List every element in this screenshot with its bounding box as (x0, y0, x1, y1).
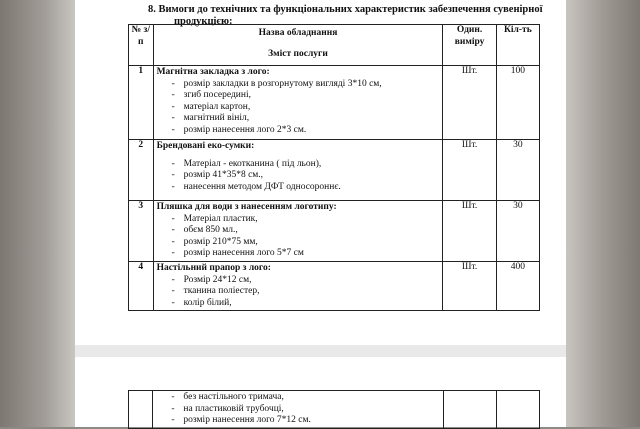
list-item: - магнітний вініл, (171, 113, 250, 124)
header-number: № з/п (129, 25, 154, 66)
row-content (153, 66, 443, 140)
table-header-row (129, 25, 540, 66)
list-item: - розмір нанесення лого 5*7 см (171, 248, 304, 259)
header-unit: Один. виміру (443, 25, 496, 66)
row-qty: 400 (496, 261, 539, 310)
list-item: - тканина поліестер, (171, 286, 260, 297)
header-qty: Кіл-ть (496, 25, 539, 66)
row-unit (444, 391, 497, 429)
row-unit: Шт. (443, 261, 496, 310)
row-number: 3 (129, 201, 154, 262)
list-item: - колір білий, (171, 297, 232, 308)
row-title: Пляшка для води з нанесенням логотипу: (156, 202, 337, 212)
header-name-line2: Зміст послуги (268, 48, 328, 59)
list-item: - розмір 210*75 мм, (171, 236, 258, 247)
row-unit: Шт. (443, 201, 496, 262)
list-item: - розмір нанесення лого 2*3 см. (171, 124, 307, 135)
specifications-table-continued (128, 390, 540, 429)
table-row (129, 140, 540, 201)
section-heading-line1: 8. Вимоги до технічних та функціональних характеристик забезпечення сувенірної (148, 4, 543, 15)
list-item: - Матеріал пластик, (171, 213, 258, 224)
list-item: - розмір 41*35*8 см., (171, 170, 264, 181)
row-number (129, 391, 153, 429)
table-row (129, 201, 540, 262)
page-break (75, 345, 566, 357)
list-item: - на пластиковій трубочці, (171, 403, 284, 414)
row-content (153, 391, 444, 429)
row-title: Брендовані еко-сумки: (156, 141, 255, 151)
specifications-table (128, 24, 540, 311)
list-item: - розмір закладки в розгорнутому вигляді 3*10 см, (171, 78, 382, 89)
list-item: - нанесення методом ДФТ односороннє. (171, 181, 341, 192)
background-right (566, 0, 640, 427)
table-row (129, 66, 540, 140)
list-item: - обєм 850 мл., (171, 225, 238, 236)
document-page-1 (75, 0, 566, 345)
row-qty (497, 391, 540, 429)
header-name (153, 25, 443, 66)
row-unit: Шт. (443, 140, 496, 201)
table-row (129, 261, 540, 310)
header-name-line1: Назва обладнання (258, 28, 338, 38)
list-item: - матеріал картон, (171, 101, 251, 112)
document-page-2 (75, 357, 566, 427)
row-qty: 30 (496, 140, 539, 201)
list-item: - розмір нанесення лого 7*12 см. (171, 415, 311, 426)
row-unit: Шт. (443, 66, 496, 140)
row-qty: 100 (496, 66, 539, 140)
table-row (129, 391, 540, 429)
row-title: Настільний прапор з лого: (156, 262, 271, 273)
list-item: - Розмір 24*12 см, (171, 274, 252, 285)
list-item: - згиб посередині, (171, 90, 251, 101)
list-item: - без настільного тримача, (171, 392, 284, 402)
row-qty: 30 (496, 201, 539, 262)
section-heading-line2: продукцією: (174, 16, 233, 27)
background-left (0, 0, 75, 427)
list-item: - Матеріал - екотканина ( під льон), (171, 158, 322, 169)
row-content (153, 140, 443, 201)
row-content (153, 201, 443, 262)
row-title: Магнітна закладка з лого: (156, 67, 270, 77)
row-number: 1 (129, 66, 154, 140)
row-content (153, 261, 443, 310)
row-number: 4 (129, 261, 154, 310)
row-number: 2 (129, 140, 154, 201)
